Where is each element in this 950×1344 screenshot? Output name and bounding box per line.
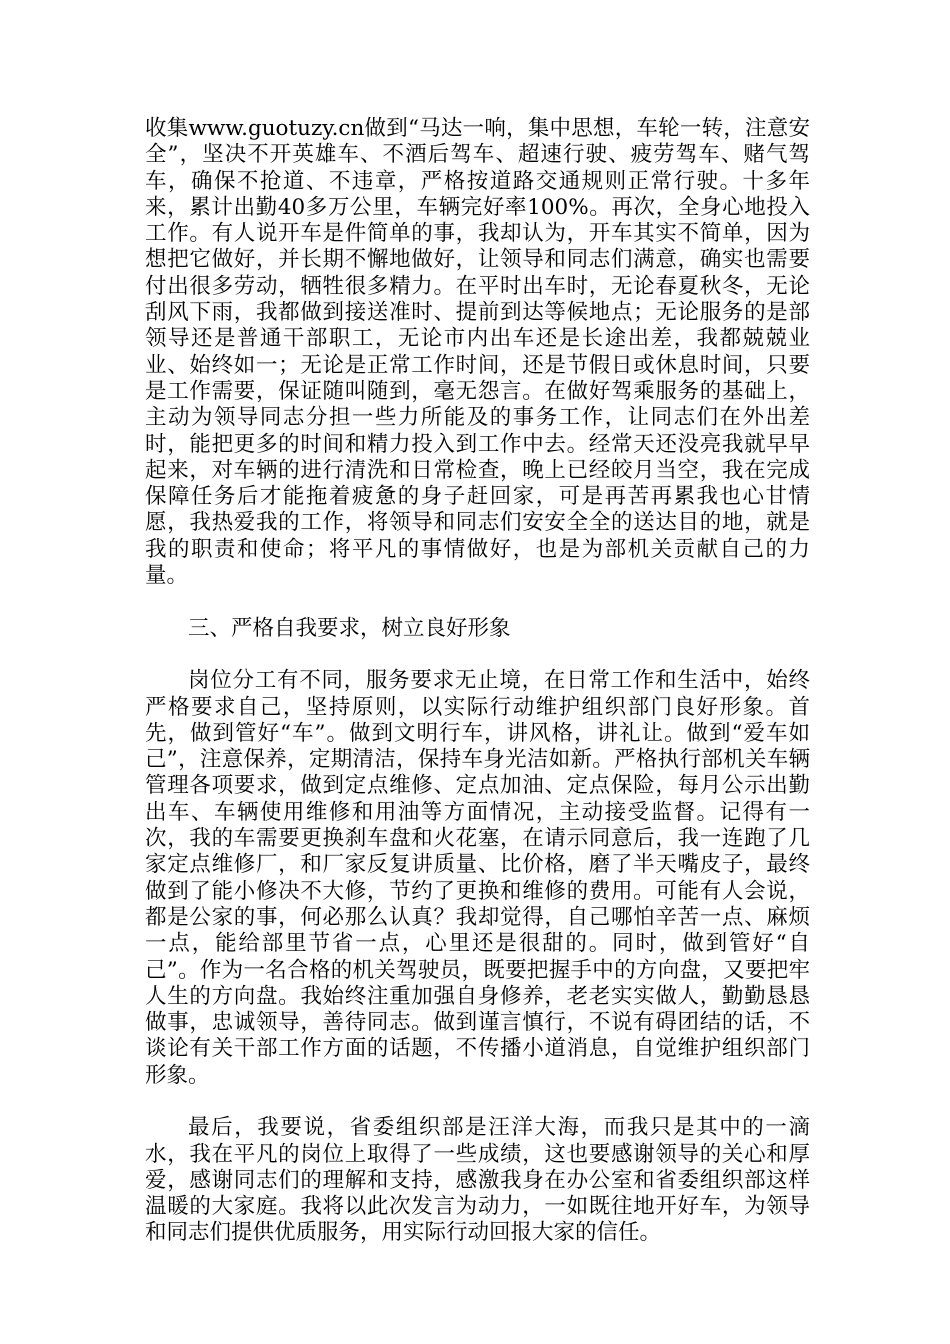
body-paragraph-continued: 收集www.guotuzy.cn做到“马达一响，集中思想，车轮一转，注意安全”，坚决不开英雄车、不酒后驾车、超速行驶、疲劳驾车、赌气驾车，确保不抢道、不违章，严格按道路交通规则正常行驶。十多年来，累计出勤40多万公里，车辆完好率100%。再次，全身心地投入工作。有人说开车是件简单的事，我却认为，开车其实不简单，因为想把它做好，并长期不懈地做好，让领导和同志们满意，确实也需要付出很多劳动，牺牲很多精力。在平时出车时，无论春夏秋冬，无论刮风下雨，我都做到接送准时、提前到达等候地点；无论服务的是部领导还是普通干部职工，无论市内出车还是长途出差，我都兢兢业业、始终如一；无论是正常工作时间，还是节假日或休息时间，只要是工作需要，保证随叫随到，毫无怨言。在做好驾乘服务的基础上，主动为领导同志分担一些力所能及的事务工作，让同志们在外出差时，能把更多的时间和精力投入到工作中去。经常天还没亮我就早早起来，对车辆的进行清洗和日常检查，晚上已经皎月当空，我在完成保障任务后才能拖着疲惫的身子赶回家，可是再苦再累我也心甘情愿，我热爱我的工作，将领导和同志们安安全全的送达目的地，就是我的职责和使命；将平凡的事情做好，也是为部机关贡献自己的力量。 xyxy=(145,116,810,589)
section-heading-3: 三、严格自我要求，树立良好形象 xyxy=(188,615,511,641)
document-page xyxy=(145,116,810,1273)
body-paragraph-section-3: 岗位分工有不同，服务要求无止境，在日常工作和生活中，始终严格要求自己，坚持原则，以实际行动维护组织部门良好形象。首先，做到管好“车”。做到文明行车，讲风格，讲礼让。做到“爱车如己”，注意保养，定期清洁，保持车身光洁如新。严格执行部机关车辆管理各项要求，做到定点维修、定点加油、定点保险，每月公示出勤出车、车辆使用维修和用油等方面情况，主动接受监督。记得有一次，我的车需要更换刹车盘和火花塞，在请示同意后，我一连跑了几家定点维修厂，和厂家反复讲质量、比价格，磨了半天嘴皮子，最终做到了能小修决不大修，节约了更换和维修的费用。可能有人会说，都是公家的事，何必那么认真？我却觉得，自己哪怕辛苦一点、麻烦一点，能给部里节省一点，心里还是很甜的。同时，做到管好“自己”。作为一名合格的机关驾驶员，既要把握手中的方向盘，又要把牢人生的方向盘。我始终注重加强自身修养，老老实实做人，勤勤恳恳做事，忠诚领导，善待同志。做到谨言慎行，不说有碍团结的话，不谈论有关干部工作方面的话题，不传播小道消息，自觉维护组织部门形象。 xyxy=(145,668,810,1088)
closing-paragraph: 最后，我要说，省委组织部是汪洋大海，而我只是其中的一滴水，我在平凡的岗位上取得了一些成绩，这也要感谢领导的关心和厚爱，感谢同志们的理解和支持，感激我身在办公室和省委组织部这样温暖的大家庭。我将以此次发言为动力，一如既往地开好车，为领导和同志们提供优质服务，用实际行动回报大家的信任。 xyxy=(145,1115,810,1246)
